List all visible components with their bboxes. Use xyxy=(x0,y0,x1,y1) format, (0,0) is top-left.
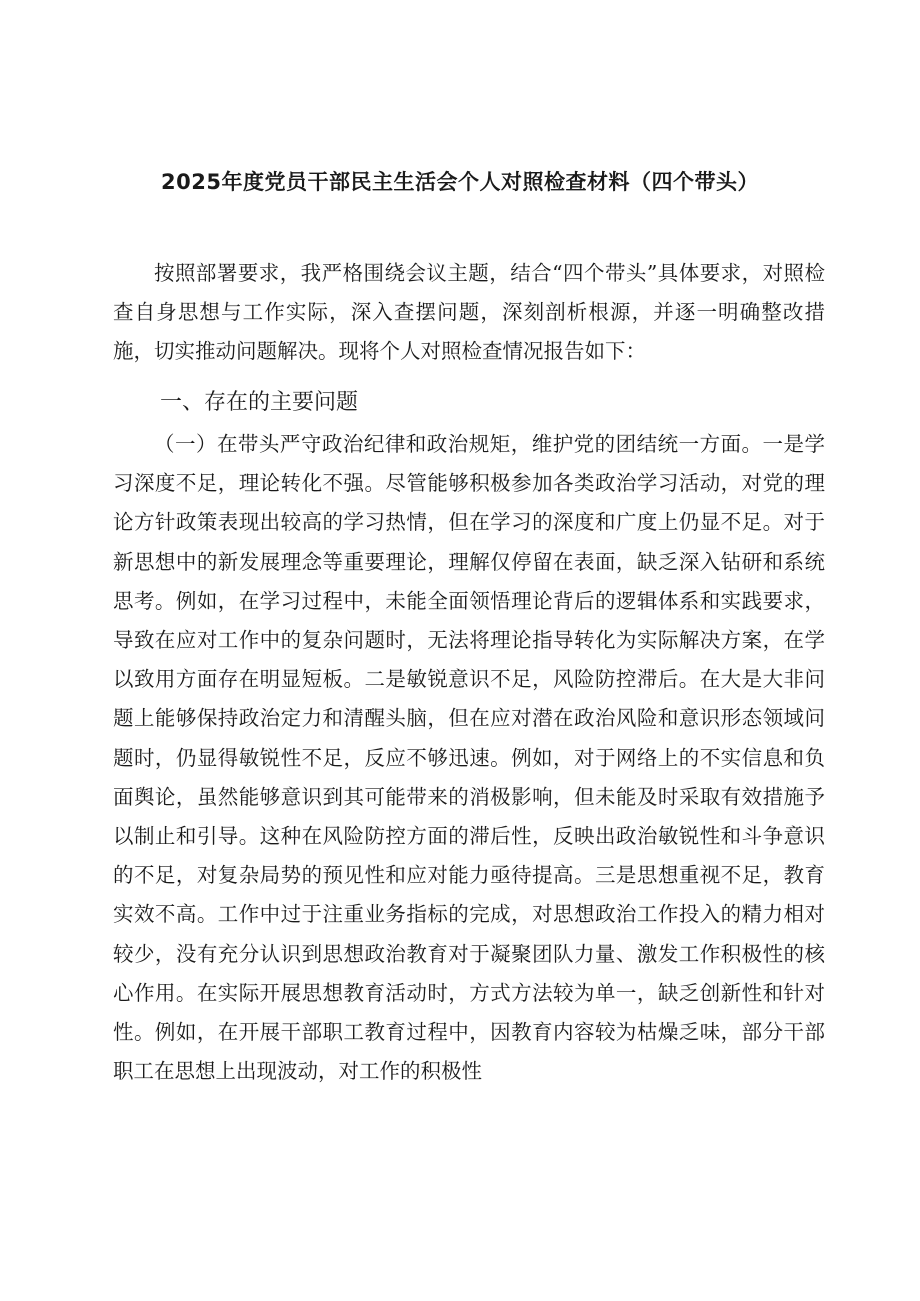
section-paragraph-political-discipline: （一）在带头严守政治纪律和政治规矩，维护党的团结统一方面。一是学习深度不足，理论转化不强。尽管能够积极参加各类政治学习活动，对党的理论方针政策表现出较高的学习热情，但在学习的深度和广度上仍显不足。对于新思想中的新发展理念等重要理论，理解仅停留在表面，缺乏深入钻研和系统思考。例如，在学习过程中，未能全面领悟理论背后的逻辑体系和实践要求，导致在应对工作中的复杂问题时，无法将理论指导转化为实际解决方案，在学以致用方面存在明显短板。二是敏锐意识不足，风险防控滞后。在大是大非问题上能够保持政治定力和清醒头脑，但在应对潜在政治风险和意识形态领域问题时，仍显得敏锐性不足，反应不够迅速。例如，对于网络上的不实信息和负面舆论，虽然能够意识到其可能带来的消极影响，但未能及时采取有效措施予以制止和引导。这种在风险防控方面的滞后性，反映出政治敏锐性和斗争意识的不足，对复杂局势的预见性和应对能力亟待提高。三是思想重视不足，教育实效不高。工作中过于注重业务指标的完成，对思想政治工作投入的精力相对较少，没有充分认识到思想政治教育对于凝聚团队力量、激发工作积极性的核心作用。在实际开展思想教育活动时，方式方法较为单一，缺乏创新性和针对性。例如，在开展干部职工教育过程中，因教育内容较为枯燥乏味，部分干部职工在思想上出现波动，对工作的积极性 xyxy=(113,432,825,1084)
document-title: 2025年度党员干部民主生活会个人对照检查材料（四个带头） xyxy=(161,170,759,194)
section-heading-main-problems: 一、存在的主要问题 xyxy=(160,390,359,415)
intro-paragraph: 按照部署要求，我严格围绕会议主题，结合“四个带头”具体要求，对照检查自身思想与工作实际，深入查摆问题，深刻剖析根源，并逐一明确整改措施，切实推动问题解决。现将个人对照检查情况报告如下： xyxy=(113,261,825,364)
